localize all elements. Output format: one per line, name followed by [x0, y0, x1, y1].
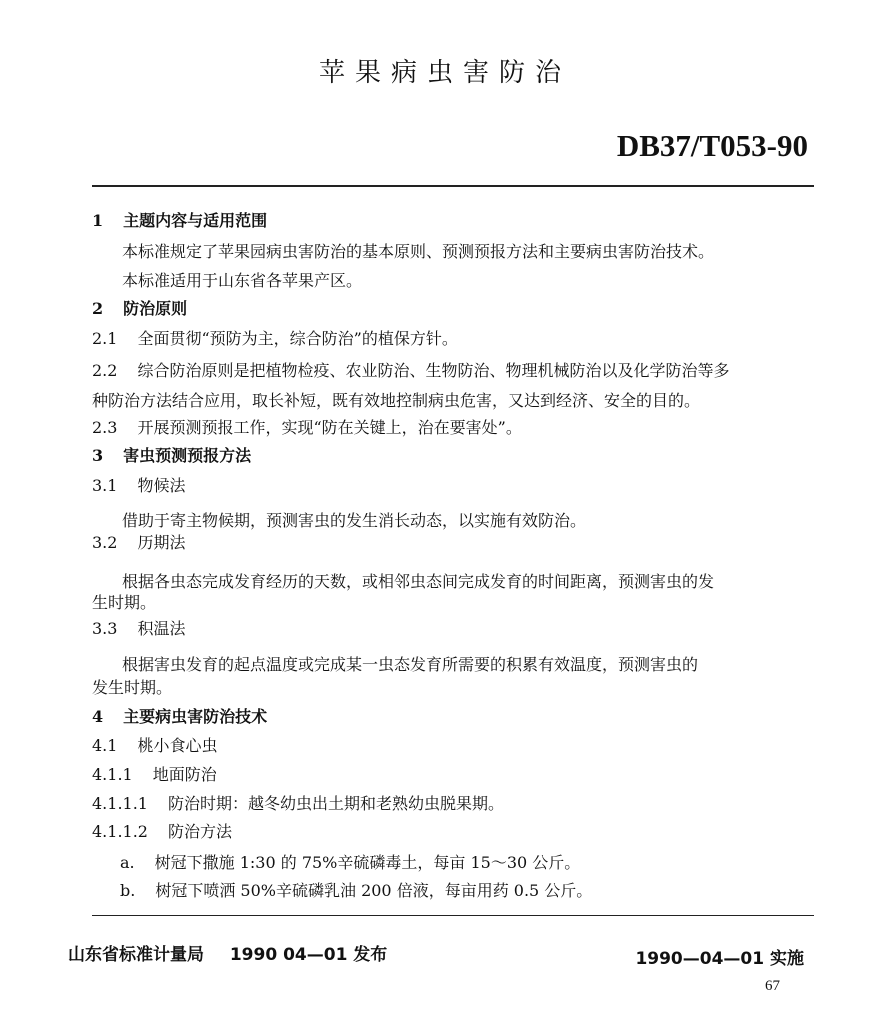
clause-title: 桃小食心虫	[137, 736, 218, 755]
list-item-b	[120, 880, 860, 902]
section-1-paragraph-2: 本标准适用于山东省各苹果产区。	[122, 271, 363, 290]
clause-title: 防治方法	[167, 822, 232, 841]
list-item-text: 树冠下喷洒 50%辛硫磷乳油 200 倍液，每亩用药 0.5 公斤。	[155, 881, 593, 900]
clause-3-3-text-continued: 发生时期。	[92, 678, 173, 697]
section-1-paragraph-1: 本标准规定了苹果园病虫害防治的基本原则、预测预报方法和主要病虫害防治技术。	[122, 242, 715, 261]
clause-2-3	[92, 417, 832, 439]
clause-number: 4.1	[92, 736, 118, 755]
clause-text: 防治时期：越冬幼虫出土期和老熟幼虫脱果期。	[167, 794, 504, 813]
clause-number: 4.1.1.1	[92, 794, 148, 813]
section-number: 1	[92, 211, 104, 230]
section-title: 主题内容与适用范围	[123, 211, 268, 230]
bottom-divider	[92, 915, 814, 916]
section-number: 2	[92, 299, 104, 318]
clause-number: 4.1.1	[92, 765, 133, 784]
list-item-text: 树冠下撒施 1:30 的 75%辛硫磷毒土，每亩 15～30 公斤。	[154, 853, 581, 872]
clause-3-1-heading	[92, 475, 832, 497]
clause-title: 积温法	[137, 619, 186, 638]
clause-2-1	[92, 328, 832, 350]
section-title: 害虫预测预报方法	[123, 446, 252, 465]
clause-title: 历期法	[137, 533, 186, 552]
section-2-heading	[92, 298, 832, 320]
implement-date: 1990—04—01 实施	[635, 949, 804, 969]
clause-4-1-1-1	[92, 793, 832, 815]
clause-number: 2.2	[92, 361, 118, 380]
clause-number: 4.1.1.2	[92, 822, 148, 841]
list-item-label: b.	[120, 881, 136, 900]
clause-4-1-1-2-heading	[92, 821, 832, 843]
section-title: 主要病虫害防治技术	[123, 707, 268, 726]
standard-code: DB37/T053-90	[616, 128, 808, 163]
section-title: 防治原则	[123, 299, 188, 318]
clause-title: 物候法	[137, 476, 186, 495]
clause-4-1-heading	[92, 735, 832, 757]
document-title: 苹果病虫害防治	[318, 58, 571, 88]
clause-2-2	[92, 360, 832, 382]
clause-number: 3.2	[92, 533, 118, 552]
section-number: 4	[92, 707, 104, 726]
clause-3-2-text: 根据各虫态完成发育经历的天数，或相邻虫态间完成发育的时间距离，预测害虫的发	[122, 572, 715, 591]
top-divider	[92, 185, 814, 187]
section-1-heading	[92, 210, 832, 232]
clause-4-1-1-heading	[92, 764, 832, 786]
clause-text: 综合防治原则是把植物检疫、农业防治、生物防治、物理机械防治以及化学防治等多	[137, 361, 730, 380]
list-item-label: a.	[120, 853, 135, 872]
section-4-heading	[92, 706, 832, 728]
clause-3-3-text: 根据害虫发育的起点温度或完成某一虫态发育所需要的积累有效温度，预测害虫的	[122, 655, 699, 674]
clause-text: 开展预测预报工作，实现“防在关键上，治在要害处”。	[137, 418, 522, 437]
clause-number: 2.3	[92, 418, 118, 437]
footer-issue	[68, 940, 387, 965]
section-3-heading	[92, 445, 832, 467]
page-number: 67	[765, 978, 780, 994]
clause-3-2-heading	[92, 532, 832, 554]
clause-2-2-continued: 种防治方法结合应用，取长补短，既有效地控制病虫危害，又达到经济、安全的目的。	[92, 391, 701, 410]
clause-text: 全面贯彻“预防为主，综合防治”的植保方针。	[137, 329, 458, 348]
list-item-a	[120, 852, 860, 874]
issuer-name: 山东省标准计量局	[68, 945, 204, 965]
section-number: 3	[92, 446, 104, 465]
clause-3-3-heading	[92, 618, 832, 640]
publish-date: 1990 04—01 发布	[229, 945, 388, 965]
clause-3-1-text: 借助于寄主物候期，预测害虫的发生消长动态，以实施有效防治。	[122, 511, 587, 530]
clause-title: 地面防治	[152, 765, 217, 784]
clause-number: 3.1	[92, 476, 118, 495]
clause-number: 2.1	[92, 329, 118, 348]
clause-3-2-text-continued: 生时期。	[92, 593, 157, 612]
clause-number: 3.3	[92, 619, 118, 638]
